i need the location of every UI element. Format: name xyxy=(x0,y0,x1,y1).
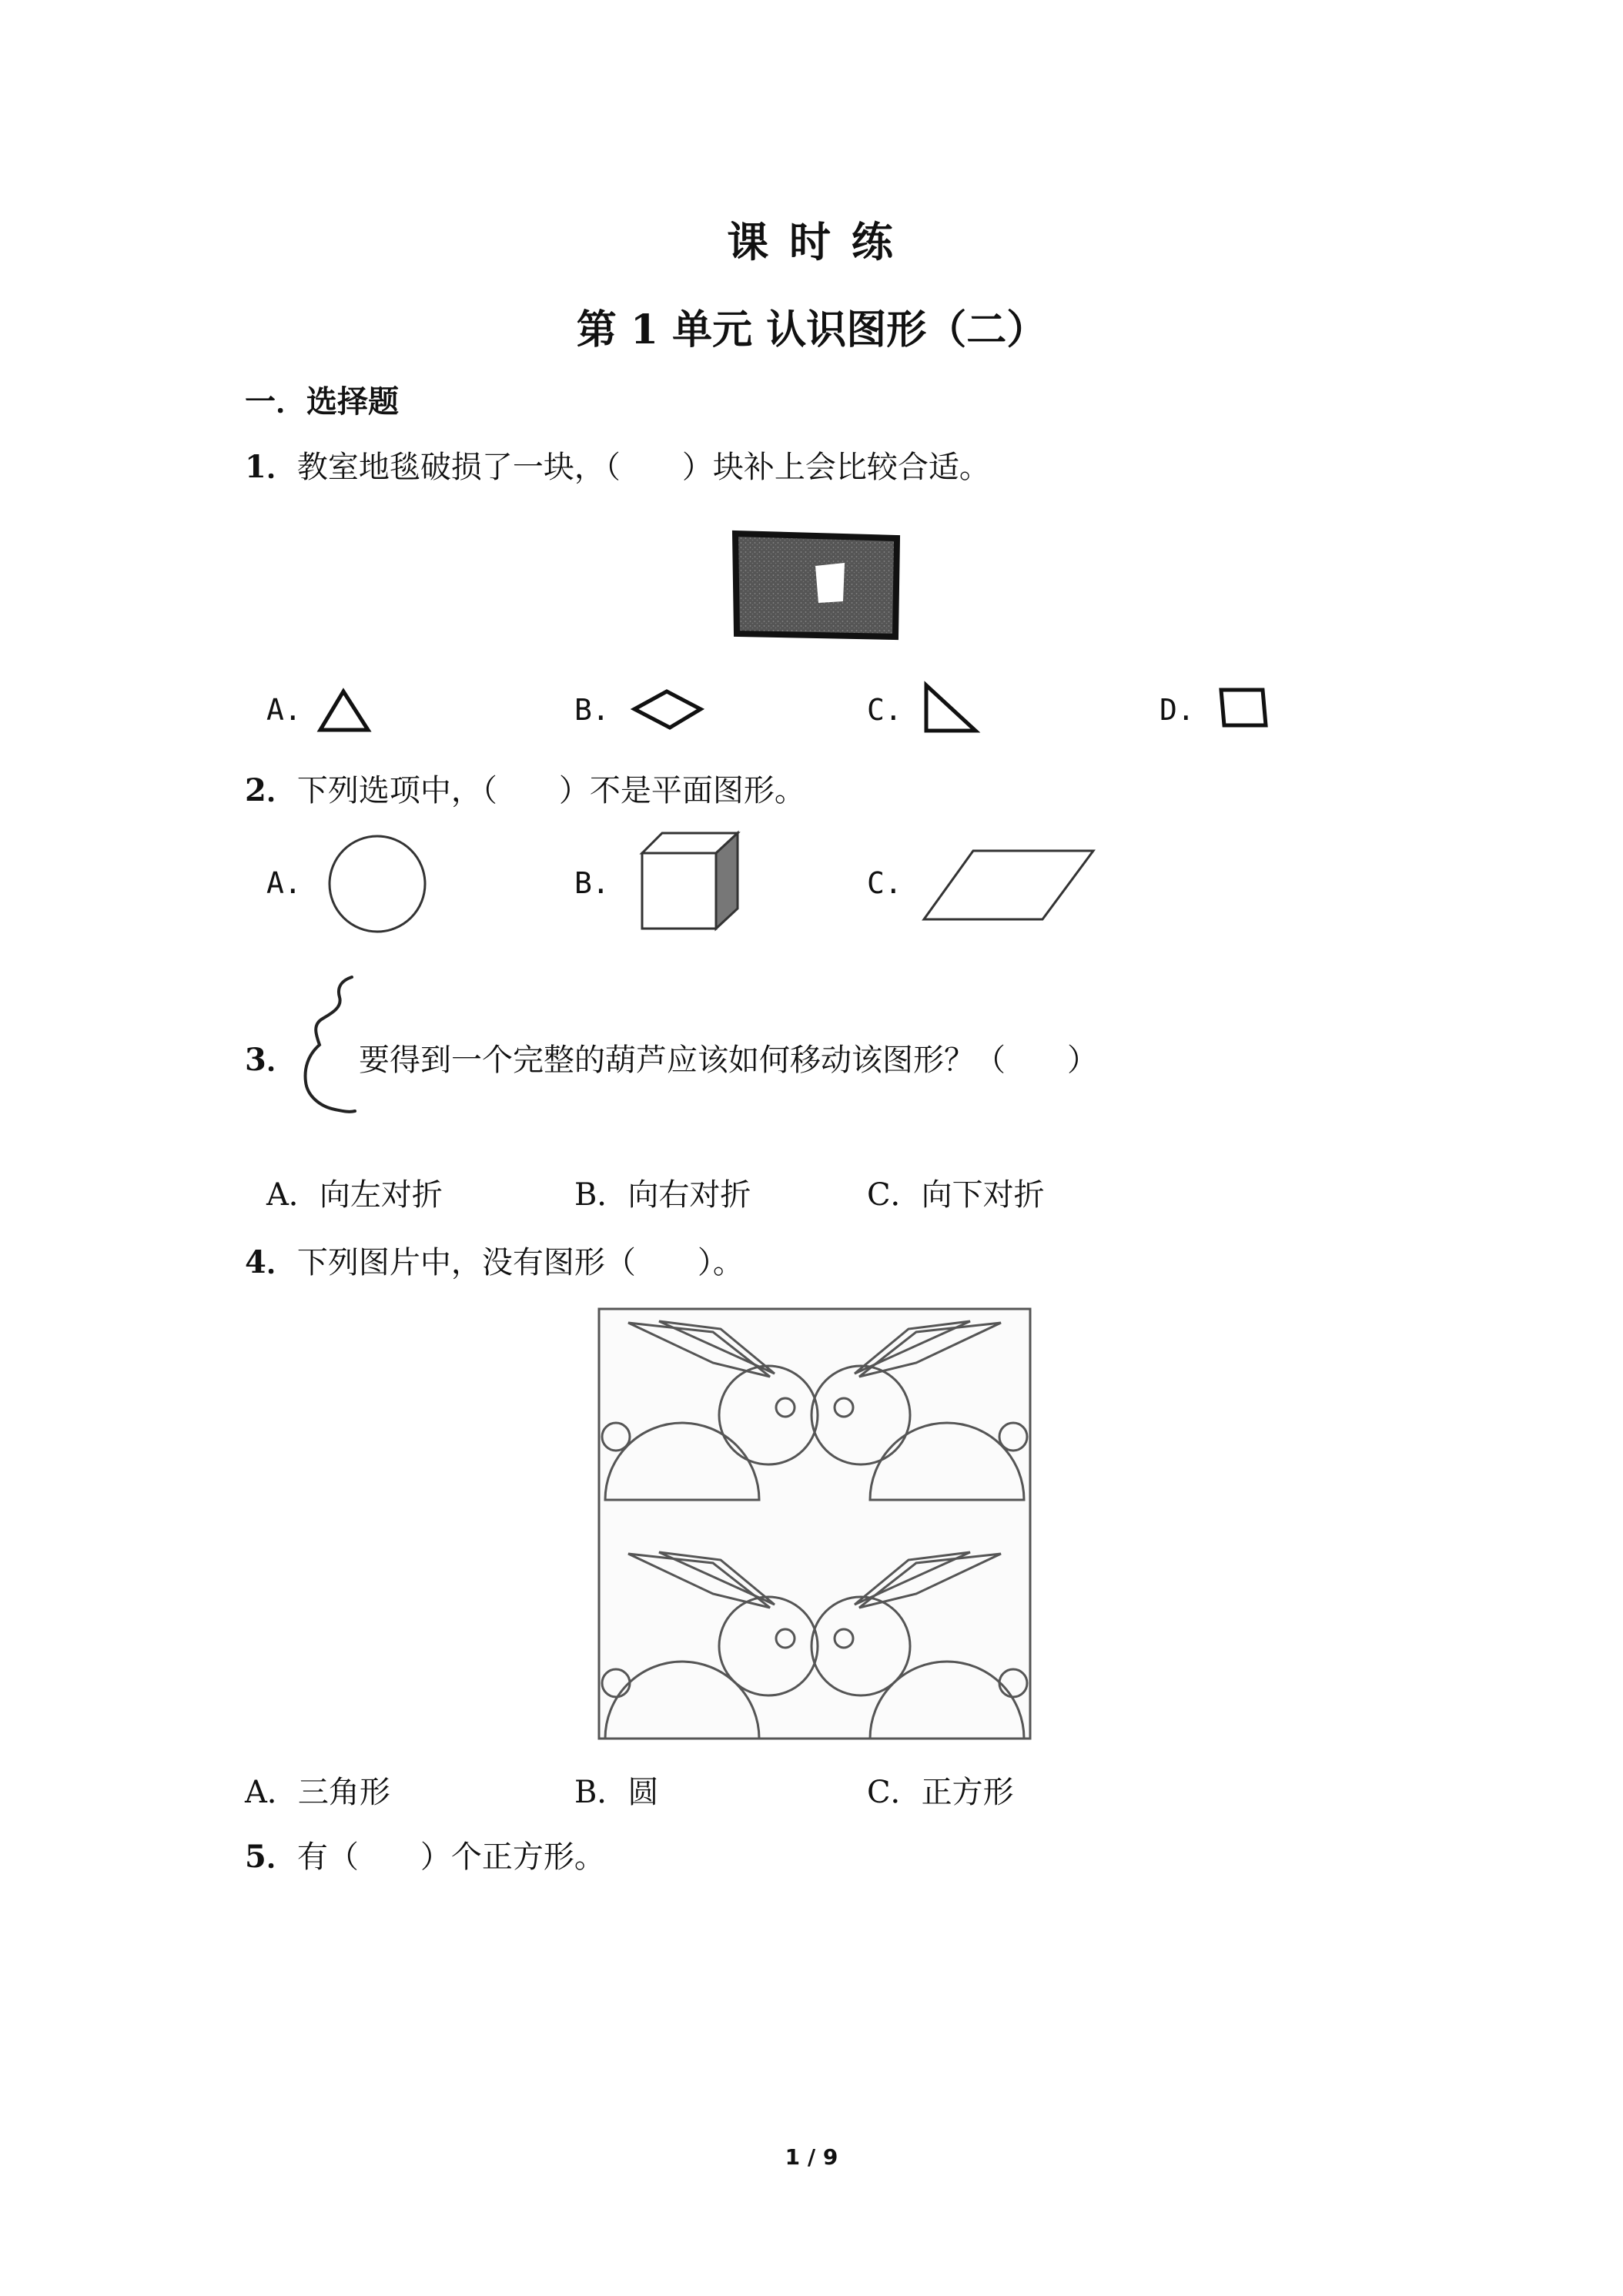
question-3-text: 要得到一个完整的葫芦应该如何移动该图形？（ ） xyxy=(359,1043,1098,1078)
q4-option-b[interactable]: B．圆 xyxy=(574,1775,659,1810)
question-2-text: 下列选项中，（ ）不是平面图形。 xyxy=(296,773,805,808)
circle-shape-icon xyxy=(325,832,430,936)
diamond-shape-icon xyxy=(630,688,707,731)
q3-option-b[interactable]: B．向右对折 xyxy=(574,1177,751,1213)
half-gourd-image xyxy=(296,974,366,1116)
q1-option-c-label[interactable]: C. xyxy=(867,693,902,727)
page-number: 1 / 9 xyxy=(785,2144,838,2170)
q2-option-c-label[interactable]: C. xyxy=(867,866,902,900)
section-heading: 一．选择题 xyxy=(245,383,399,420)
q4-option-c[interactable]: C．正方形 xyxy=(867,1775,1014,1810)
question-5 xyxy=(245,1832,605,1876)
question-1-text: 教室地毯破损了一块，（ ）块补上会比较合适。 xyxy=(296,450,990,485)
question-2 xyxy=(245,766,805,810)
question-1 xyxy=(245,443,990,487)
rabbit-pattern-image xyxy=(597,1307,1032,1740)
parallelogram-shape-icon xyxy=(921,847,1098,924)
question-4-number: 4． xyxy=(245,1244,297,1280)
carpet-image xyxy=(712,527,905,643)
question-4 xyxy=(245,1238,744,1282)
question-3-number-wrap xyxy=(245,1036,297,1079)
question-4-text: 下列图片中，没有图形（ ）。 xyxy=(296,1245,744,1280)
q4-option-a[interactable]: A．三角形 xyxy=(245,1775,390,1810)
cube-shape-icon xyxy=(636,828,751,936)
q1-option-b-label[interactable]: B. xyxy=(574,693,610,727)
q3-option-c[interactable]: C．向下对折 xyxy=(867,1177,1045,1213)
question-1-number: 1． xyxy=(245,449,297,485)
q2-option-b-label[interactable]: B. xyxy=(574,866,610,900)
trapezoid-shape-icon xyxy=(1216,685,1270,730)
question-5-number: 5． xyxy=(245,1839,297,1875)
triangle-shape-icon xyxy=(317,688,373,734)
q1-option-d-label[interactable]: D. xyxy=(1160,693,1195,727)
q1-option-a-label[interactable]: A. xyxy=(266,693,302,727)
question-2-number: 2． xyxy=(245,772,297,808)
question-3-number: 3． xyxy=(245,1042,297,1078)
unit-title: 第 1 单元 认识图形（二） xyxy=(576,306,1047,353)
q3-option-a[interactable]: A．向左对折 xyxy=(266,1177,443,1213)
question-5-text: 有（ ）个正方形。 xyxy=(296,1839,605,1875)
page-title: 课 时 练 xyxy=(727,217,896,266)
right-triangle-shape-icon xyxy=(920,681,982,737)
q2-option-a-label[interactable]: A. xyxy=(266,866,302,900)
